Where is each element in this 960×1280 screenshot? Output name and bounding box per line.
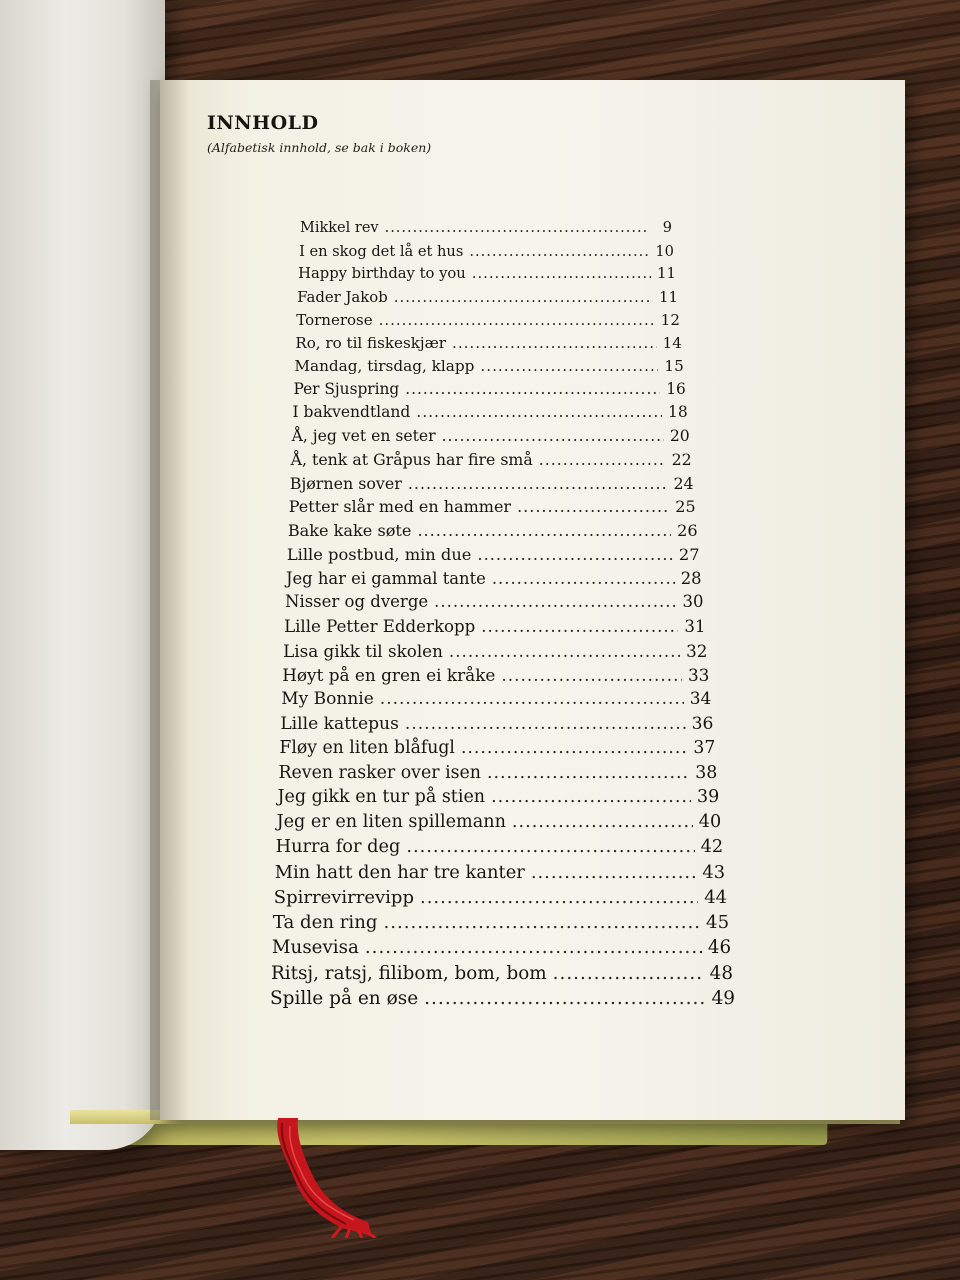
toc-dot-leader xyxy=(539,450,666,469)
toc-entry-title: Spille på en øse xyxy=(270,988,419,1009)
toc-entry-title: Spirrevirrevipp xyxy=(273,886,414,908)
toc-entry-title: Lille kattepus xyxy=(280,713,399,734)
toc-dot-leader xyxy=(405,380,660,398)
toc-entry-title: Reven rasker over isen xyxy=(278,762,481,783)
toc-dot-leader xyxy=(531,862,697,883)
toc-entry-page: 14 xyxy=(662,333,682,352)
toc-entry-title: I en skog det lå et hus xyxy=(299,242,464,260)
toc-entry xyxy=(287,545,700,564)
toc-dot-leader xyxy=(383,912,700,933)
toc-entry-title: Bake kake søte xyxy=(287,520,412,540)
toc-dot-leader xyxy=(379,311,655,329)
toc-dot-leader xyxy=(405,714,686,734)
toc-dot-leader xyxy=(442,427,664,445)
toc-entry-title: Tornerose xyxy=(296,310,373,329)
toc-entry-page: 46 xyxy=(707,937,732,959)
toc-entry-title: Ro, ro til fiskeskjær xyxy=(295,333,447,352)
toc-dot-leader xyxy=(492,569,675,588)
toc-entry-title: Lisa gikk til skolen xyxy=(283,640,443,661)
toc-dot-leader xyxy=(517,497,669,516)
toc-entry xyxy=(298,265,676,282)
toc-entry xyxy=(290,474,694,493)
toc-dot-leader xyxy=(480,357,658,375)
toc-entry xyxy=(296,311,680,329)
toc-entry xyxy=(271,963,733,984)
toc-dot-leader xyxy=(481,617,678,636)
toc-entry xyxy=(299,243,674,260)
toc-entry xyxy=(288,521,698,540)
toc-dot-leader xyxy=(406,837,694,857)
toc-entry xyxy=(274,887,727,908)
toc-entry xyxy=(272,937,731,958)
toc-entry-page: 44 xyxy=(704,886,728,908)
toc-dot-leader xyxy=(417,521,671,540)
toc-entry xyxy=(273,912,729,933)
toc-dot-leader xyxy=(434,592,676,611)
toc-entry-page: 18 xyxy=(668,403,688,422)
toc-entry-page: 10 xyxy=(655,242,674,260)
toc-dot-leader xyxy=(553,963,704,984)
toc-entry-page: 48 xyxy=(709,962,734,984)
toc-entry xyxy=(292,427,690,445)
toc-entry-title: Nisser og dverge xyxy=(285,592,429,612)
toc-entry-title: Høyt på en gren ei kråke xyxy=(282,664,496,685)
left-page xyxy=(0,0,165,1150)
toc-entry xyxy=(300,220,672,236)
toc-entry-page: 27 xyxy=(678,544,700,564)
toc-dot-leader xyxy=(365,937,702,958)
toc-entry xyxy=(276,837,724,857)
toc-entry xyxy=(297,288,678,306)
toc-entry xyxy=(282,665,709,685)
toc-entry xyxy=(279,738,715,758)
toc-dot-leader xyxy=(385,220,648,236)
toc-entry-title: Å, jeg vet en seter xyxy=(291,426,436,445)
toc-entry-title: Lille Petter Edderkopp xyxy=(284,616,476,636)
toc-dot-leader xyxy=(408,474,668,493)
toc-entry-page: 45 xyxy=(706,912,730,934)
toc-entry-page: 25 xyxy=(675,497,696,517)
toc-entry-title: Happy birthday to you xyxy=(298,265,466,283)
toc-entry-title: Ritsj, ratsj, filibom, bom, bom xyxy=(270,962,547,984)
toc-entry-title: Mikkel rev xyxy=(300,220,379,236)
toc-entry-page: 22 xyxy=(671,450,692,470)
toc-entry-page: 40 xyxy=(698,812,722,833)
toc-entry-title: Hurra for deg xyxy=(275,836,401,857)
page-title: INNHOLD xyxy=(207,112,319,134)
toc-entry-title: Musevisa xyxy=(271,937,359,959)
toc-entry-page: 31 xyxy=(684,616,706,636)
toc-entry-title: Fader Jakob xyxy=(297,288,388,307)
toc-entry-title: Min hatt den har tre kanter xyxy=(274,861,525,883)
toc-entry-page: 34 xyxy=(689,689,712,710)
toc-entry-page: 20 xyxy=(669,426,690,445)
toc-entry-page: 30 xyxy=(682,592,704,612)
toc-dot-leader xyxy=(472,265,651,282)
toc-entry-page: 11 xyxy=(657,265,676,283)
toc-entry-page: 33 xyxy=(687,664,710,685)
toc-entry-page: 24 xyxy=(673,473,694,493)
toc-entry-title: Å, tenk at Gråpus har fire små xyxy=(290,450,533,470)
toc-entry-page: 11 xyxy=(658,288,678,307)
toc-entry-page: 15 xyxy=(664,356,684,375)
toc-entry-page: 39 xyxy=(696,787,720,808)
toc-entry-page: 12 xyxy=(660,310,680,329)
toc-entry-title: Bjørnen sover xyxy=(289,473,402,493)
toc-entry-title: Mandag, tirsdag, klapp xyxy=(294,356,475,375)
toc-dot-leader xyxy=(501,665,682,685)
toc-entry-title: Fløy en liten blåfugl xyxy=(279,738,455,759)
toc-dot-leader xyxy=(420,887,698,908)
toc-entry-page: 43 xyxy=(702,861,726,883)
toc-entry xyxy=(275,862,725,883)
toc-dot-leader xyxy=(469,243,649,260)
toc-entry xyxy=(293,380,685,398)
toc-entry xyxy=(295,334,682,352)
book-gutter xyxy=(150,80,190,1120)
toc-dot-leader xyxy=(424,988,705,1009)
toc-entry-page: 36 xyxy=(691,713,714,734)
toc-entry xyxy=(294,357,683,375)
toc-entry-title: Jeg er en liten spillemann xyxy=(276,812,506,833)
page-subtitle: (Alfabetisk innhold, se bak i boken) xyxy=(207,140,432,155)
toc-entry-page: 28 xyxy=(680,568,702,588)
toc-entry xyxy=(280,714,713,734)
toc-entry xyxy=(277,812,722,832)
toc-dot-leader xyxy=(487,763,689,783)
toc-dot-leader xyxy=(491,787,691,807)
toc-entry xyxy=(270,988,735,1009)
toc-entry-title: Ta den ring xyxy=(272,912,378,934)
toc-entry-page: 42 xyxy=(700,836,724,857)
toc-entry-page: 26 xyxy=(677,520,698,540)
toc-entry-page: 9 xyxy=(662,220,672,236)
toc-entry xyxy=(286,569,702,588)
toc-dot-leader xyxy=(416,403,662,421)
toc-entry-title: Petter slår med en hammer xyxy=(288,497,512,517)
toc-entry-title: My Bonnie xyxy=(281,689,374,710)
toc-dot-leader xyxy=(512,812,693,832)
toc-entry-title: Jeg gikk en tur på stien xyxy=(277,787,486,808)
toc-entry xyxy=(278,763,717,783)
toc-entry-page: 38 xyxy=(695,762,718,783)
toc-entry-title: Per Sjuspring xyxy=(293,380,400,399)
toc-dot-leader xyxy=(477,545,672,564)
toc-entry xyxy=(289,497,696,516)
toc-entry xyxy=(278,787,720,807)
toc-entry-page: 49 xyxy=(711,988,735,1009)
toc-entry-page: 32 xyxy=(686,640,708,661)
toc-entry xyxy=(293,403,688,421)
toc-dot-leader xyxy=(452,334,657,352)
toc-entry xyxy=(285,592,704,611)
toc-dot-leader xyxy=(449,641,680,661)
toc-entry-page: 16 xyxy=(666,380,686,399)
toc-entry xyxy=(281,689,711,709)
toc-entry xyxy=(283,641,707,661)
toc-dot-leader xyxy=(394,288,653,306)
toc-entry-page: 37 xyxy=(693,738,716,759)
toc-dot-leader xyxy=(380,689,684,709)
toc-entry-title: Lille postbud, min due xyxy=(286,544,472,564)
toc-entry xyxy=(291,450,692,469)
toc-entry xyxy=(284,617,705,636)
toc-entry-title: Jeg har ei gammal tante xyxy=(285,568,486,588)
toc-dot-leader xyxy=(461,738,687,758)
toc-entry-title: I bakvendtland xyxy=(292,403,411,422)
bookmark-ribbon xyxy=(272,1118,392,1238)
